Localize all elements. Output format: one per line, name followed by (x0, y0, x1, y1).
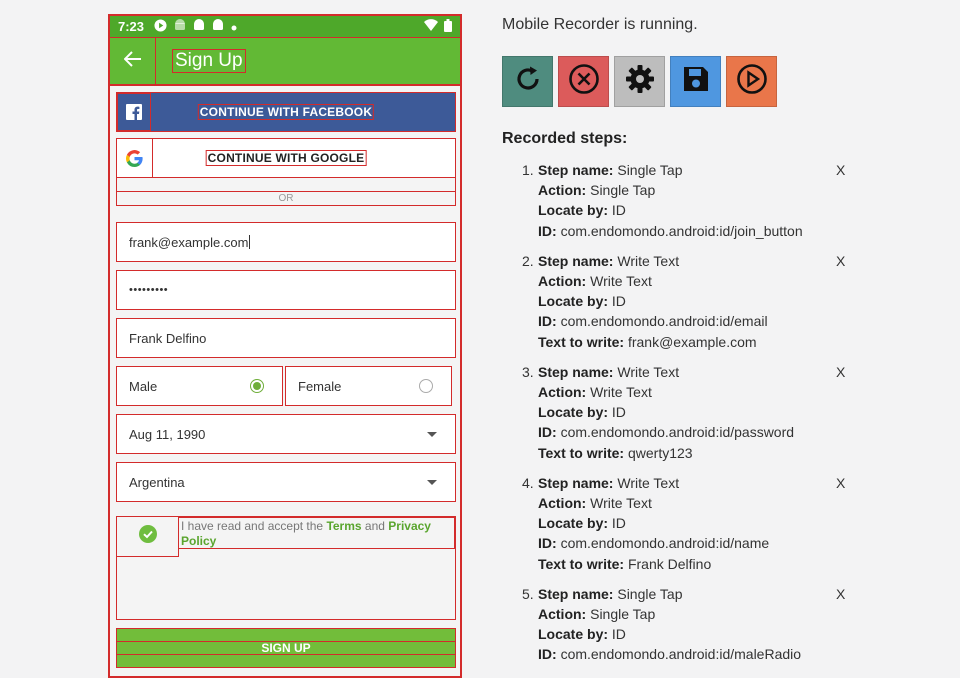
gear-icon (625, 64, 655, 99)
terms-and: and (361, 519, 389, 533)
recorded-steps-title: Recorded steps: (502, 130, 628, 147)
step-name-label: Step name: (538, 585, 614, 602)
continue-with-google-button[interactable] (116, 138, 456, 178)
step-name-label: Step name: (538, 474, 614, 491)
gender-male-label: Male (129, 378, 158, 394)
recorder-panel (502, 0, 960, 678)
remove-step-button[interactable]: X (836, 162, 846, 178)
step-number: 4. (522, 474, 534, 491)
action-value: Write Text (590, 273, 652, 290)
text-to-write-label: Text to write: (538, 555, 625, 572)
sign-up-button[interactable] (116, 628, 456, 668)
id-value: com.endomondo.android:id/email (560, 313, 768, 330)
device-screen (108, 14, 462, 678)
step-name-value: Write Text (617, 363, 680, 380)
android-notification-icon (212, 19, 224, 35)
action-value: Write Text (590, 384, 652, 401)
text-to-write-value: qwerty123 (627, 444, 693, 461)
locate-by-label: Locate by: (538, 293, 609, 310)
gender-male-option[interactable] (116, 366, 283, 406)
divider-line (117, 191, 455, 192)
page-title: Sign Up (172, 49, 246, 73)
action-value: Single Tap (590, 606, 656, 623)
password-value: ••••••••• (129, 284, 169, 296)
terms-link[interactable]: Terms (326, 519, 362, 533)
country-dropdown[interactable] (116, 462, 456, 502)
refresh-icon (513, 64, 543, 99)
remove-step-button[interactable]: X (836, 363, 846, 380)
name-field[interactable] (116, 318, 456, 358)
text-to-write-label: Text to write: (538, 444, 625, 461)
step-name-value: Single Tap (617, 162, 683, 178)
list-item (502, 160, 942, 241)
birthdate-value: Aug 11, 1990 (129, 426, 206, 442)
id-value: com.endomondo.android:id/maleRadio (560, 646, 802, 663)
password-field[interactable] (116, 270, 456, 310)
step-number: 5. (522, 585, 534, 602)
status-time: 7:23 (118, 19, 145, 34)
locate-by-label: Locate by: (538, 626, 609, 643)
step-name-label: Step name: (538, 252, 614, 269)
back-button[interactable] (110, 38, 156, 84)
facebook-button-label: CONTINUE WITH FACEBOOK (199, 105, 373, 119)
id-label: ID: (538, 222, 557, 239)
remove-step-button[interactable]: X (836, 252, 846, 269)
wifi-icon (424, 19, 438, 34)
chevron-down-icon (427, 480, 437, 485)
text-to-write-value: frank@example.com (627, 333, 757, 350)
step-name-label: Step name: (538, 363, 614, 380)
email-value: frank@example.com (129, 234, 249, 250)
google-button-label: CONTINUE WITH GOOGLE (207, 151, 365, 165)
android-notification-icon (193, 19, 205, 35)
notification-dot-icon (231, 19, 237, 34)
privacy-link-policy[interactable]: Policy (181, 534, 217, 548)
text-to-write-value: Frank Delfino (627, 555, 712, 572)
remove-step-button[interactable]: X (836, 474, 846, 491)
list-item (502, 362, 942, 463)
step-number: 2. (522, 252, 534, 269)
locate-by-value: ID (611, 293, 626, 310)
female-radio[interactable] (419, 379, 433, 393)
play-button[interactable] (726, 56, 777, 107)
terms-checkbox[interactable] (117, 517, 179, 557)
recorder-status: Mobile Recorder is running. (502, 16, 698, 33)
action-label: Action: (538, 606, 587, 623)
arrow-left-icon (124, 51, 142, 72)
action-label: Action: (538, 384, 587, 401)
save-button[interactable] (670, 56, 721, 107)
birthdate-dropdown[interactable] (116, 414, 456, 454)
country-value: Argentina (129, 474, 185, 490)
battery-icon (444, 19, 452, 35)
terms-prefix: I have read and accept the (181, 519, 327, 533)
email-field[interactable] (116, 222, 456, 262)
step-name-value: Write Text (617, 474, 680, 491)
gender-selector (116, 366, 456, 406)
action-label: Action: (538, 273, 587, 290)
remove-step-button[interactable]: X (836, 585, 846, 602)
sign-up-label: SIGN UP (261, 641, 311, 655)
chevron-down-icon (427, 432, 437, 437)
id-label: ID: (538, 424, 557, 441)
name-value: Frank Delfino (129, 330, 207, 346)
action-label: Action: (538, 182, 587, 199)
check-circle-icon (139, 525, 157, 548)
male-radio[interactable] (250, 379, 264, 393)
id-value: com.endomondo.android:id/join_button (560, 222, 803, 239)
id-label: ID: (538, 535, 557, 552)
text-cursor (249, 235, 250, 249)
step-name-value: Write Text (617, 252, 680, 269)
close-circle-icon (568, 63, 600, 100)
recorder-toolbar (502, 56, 777, 107)
id-label: ID: (538, 313, 557, 330)
play-circle-icon (736, 63, 768, 100)
privacy-link[interactable]: Privacy (388, 519, 431, 533)
text-to-write-label: Text to write: (538, 333, 625, 350)
step-name-label: Step name: (538, 162, 614, 178)
or-label: OR (275, 193, 298, 204)
id-label: ID: (538, 646, 557, 663)
step-number: 3. (522, 363, 534, 380)
signup-form (116, 92, 456, 668)
refresh-button[interactable] (502, 56, 553, 107)
step-number: 1. (522, 162, 534, 178)
terms-section (116, 516, 456, 620)
locate-by-value: ID (611, 202, 626, 219)
status-bar (110, 16, 460, 38)
settings-button[interactable] (614, 56, 665, 107)
facebook-logo-icon (117, 93, 151, 131)
locate-by-label: Locate by: (538, 404, 609, 421)
continue-with-facebook-button[interactable] (116, 92, 456, 132)
android-notification-icon (174, 19, 186, 35)
action-label: Action: (538, 495, 587, 512)
recorded-steps-list (502, 160, 942, 675)
id-value: com.endomondo.android:id/password (560, 424, 795, 441)
locate-by-value: ID (611, 515, 626, 532)
google-logo-icon (117, 139, 153, 177)
terms-text (179, 517, 455, 549)
list-item (502, 473, 942, 574)
id-value: com.endomondo.android:id/name (560, 535, 770, 552)
step-name-value: Single Tap (617, 585, 683, 602)
media-play-notification-icon (154, 19, 167, 35)
or-divider (116, 178, 456, 206)
app-bar (110, 38, 460, 86)
list-item (502, 584, 942, 665)
action-value: Single Tap (590, 182, 656, 199)
locate-by-value: ID (611, 404, 626, 421)
gender-female-option[interactable] (285, 366, 452, 406)
locate-by-value: ID (611, 626, 626, 643)
locate-by-label: Locate by: (538, 515, 609, 532)
stop-button[interactable] (558, 56, 609, 107)
list-item (502, 251, 942, 352)
action-value: Write Text (590, 495, 652, 512)
gender-female-label: Female (298, 378, 342, 394)
floppy-disk-icon (682, 65, 710, 98)
locate-by-label: Locate by: (538, 202, 609, 219)
